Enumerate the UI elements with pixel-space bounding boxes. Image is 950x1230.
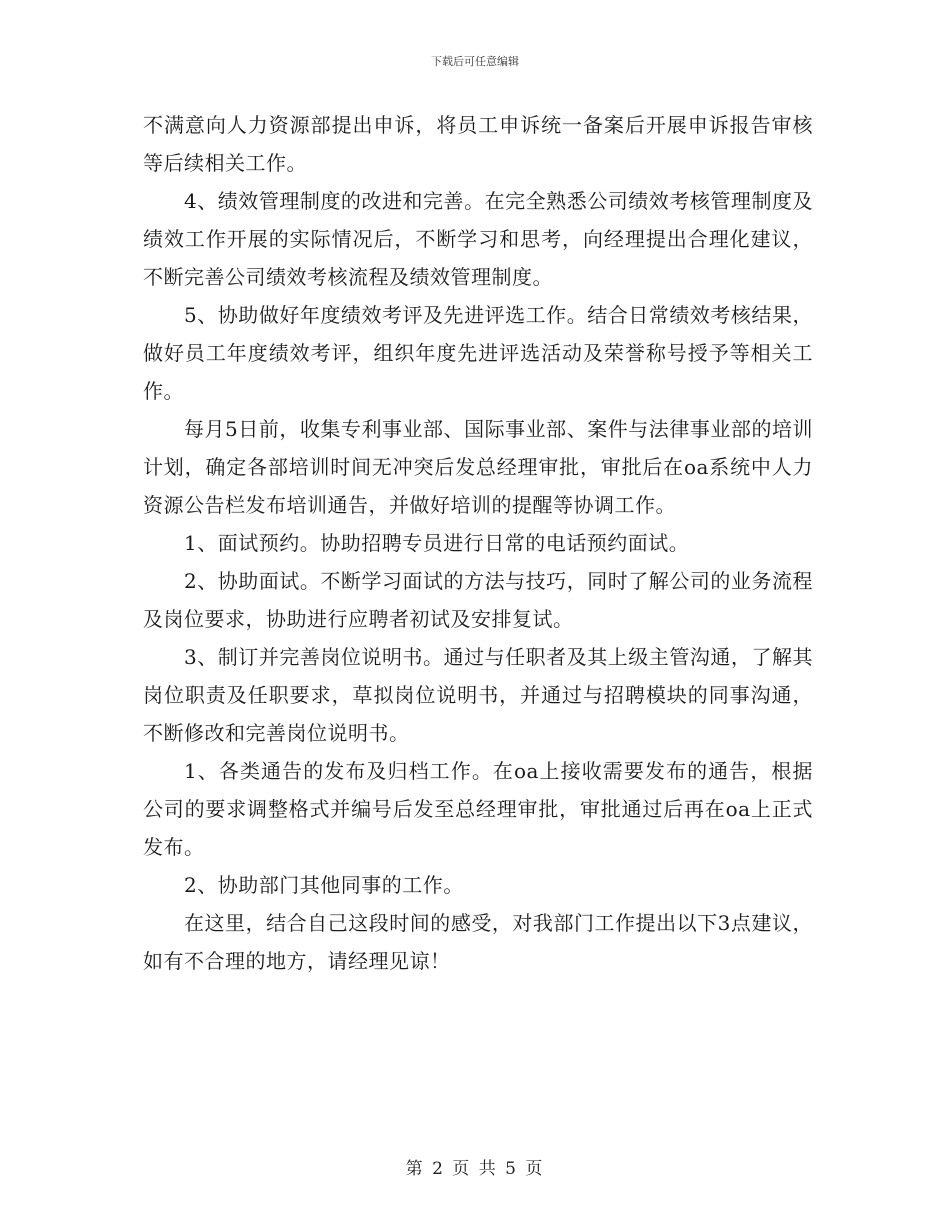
paragraph-2: 4、绩效管理制度的改进和完善。在完全熟悉公司绩效考核管理制度及绩效工作开展的实际情况后，不断学习和思考，向经理提出合理化建议，不断完善公司绩效考核流程及绩效管理制度。: [143, 189, 813, 289]
paragraph-4: 每月5日前，收集专利事业部、国际事业部、案件与法律事业部的培训计划，确定各部培训时间无冲突后发总经理审批，审批后在oa系统中人力资源公告栏发布培训通告，并做好培训的提醒等协调工作。: [143, 417, 813, 517]
page-header: 下载后可任意编辑: [431, 55, 519, 68]
paragraph-10: 在这里，结合自己这段时间的感受，对我部门工作提出以下3点建议，如有不合理的地方，请经理见谅！: [143, 911, 813, 973]
paragraph-1: 不满意向人力资源部提出申诉，将员工申诉统一备案后开展申诉报告审核等后续相关工作。: [143, 113, 813, 175]
paragraph-8: 1、各类通告的发布及归档工作。在oa上接收需要发布的通告，根据公司的要求调整格式并编号后发至总经理审批，审批通过后再在oa上正式发布。: [143, 759, 813, 859]
paragraph-6: 2、协助面试。不断学习面试的方法与技巧，同时了解公司的业务流程及岗位要求，协助进行应聘者初试及安排复试。: [143, 569, 813, 631]
paragraph-9: 2、协助部门其他同事的工作。: [184, 873, 464, 897]
page-footer: 第 2 页 共 5 页: [405, 1159, 545, 1179]
document-body: [143, 106, 813, 980]
paragraph-5: 1、面试预约。协助招聘专员进行日常的电话预约面试。: [184, 531, 690, 555]
paragraph-3: 5、协助做好年度绩效考评及先进评选工作。结合日常绩效考核结果，做好员工年度绩效考评，组织年度先进评选活动及荣誉称号授予等相关工作。: [143, 303, 813, 403]
paragraph-7: 3、制订并完善岗位说明书。通过与任职者及其上级主管沟通，了解其岗位职责及任职要求，草拟岗位说明书，并通过与招聘模块的同事沟通，不断修改和完善岗位说明书。: [143, 645, 813, 745]
